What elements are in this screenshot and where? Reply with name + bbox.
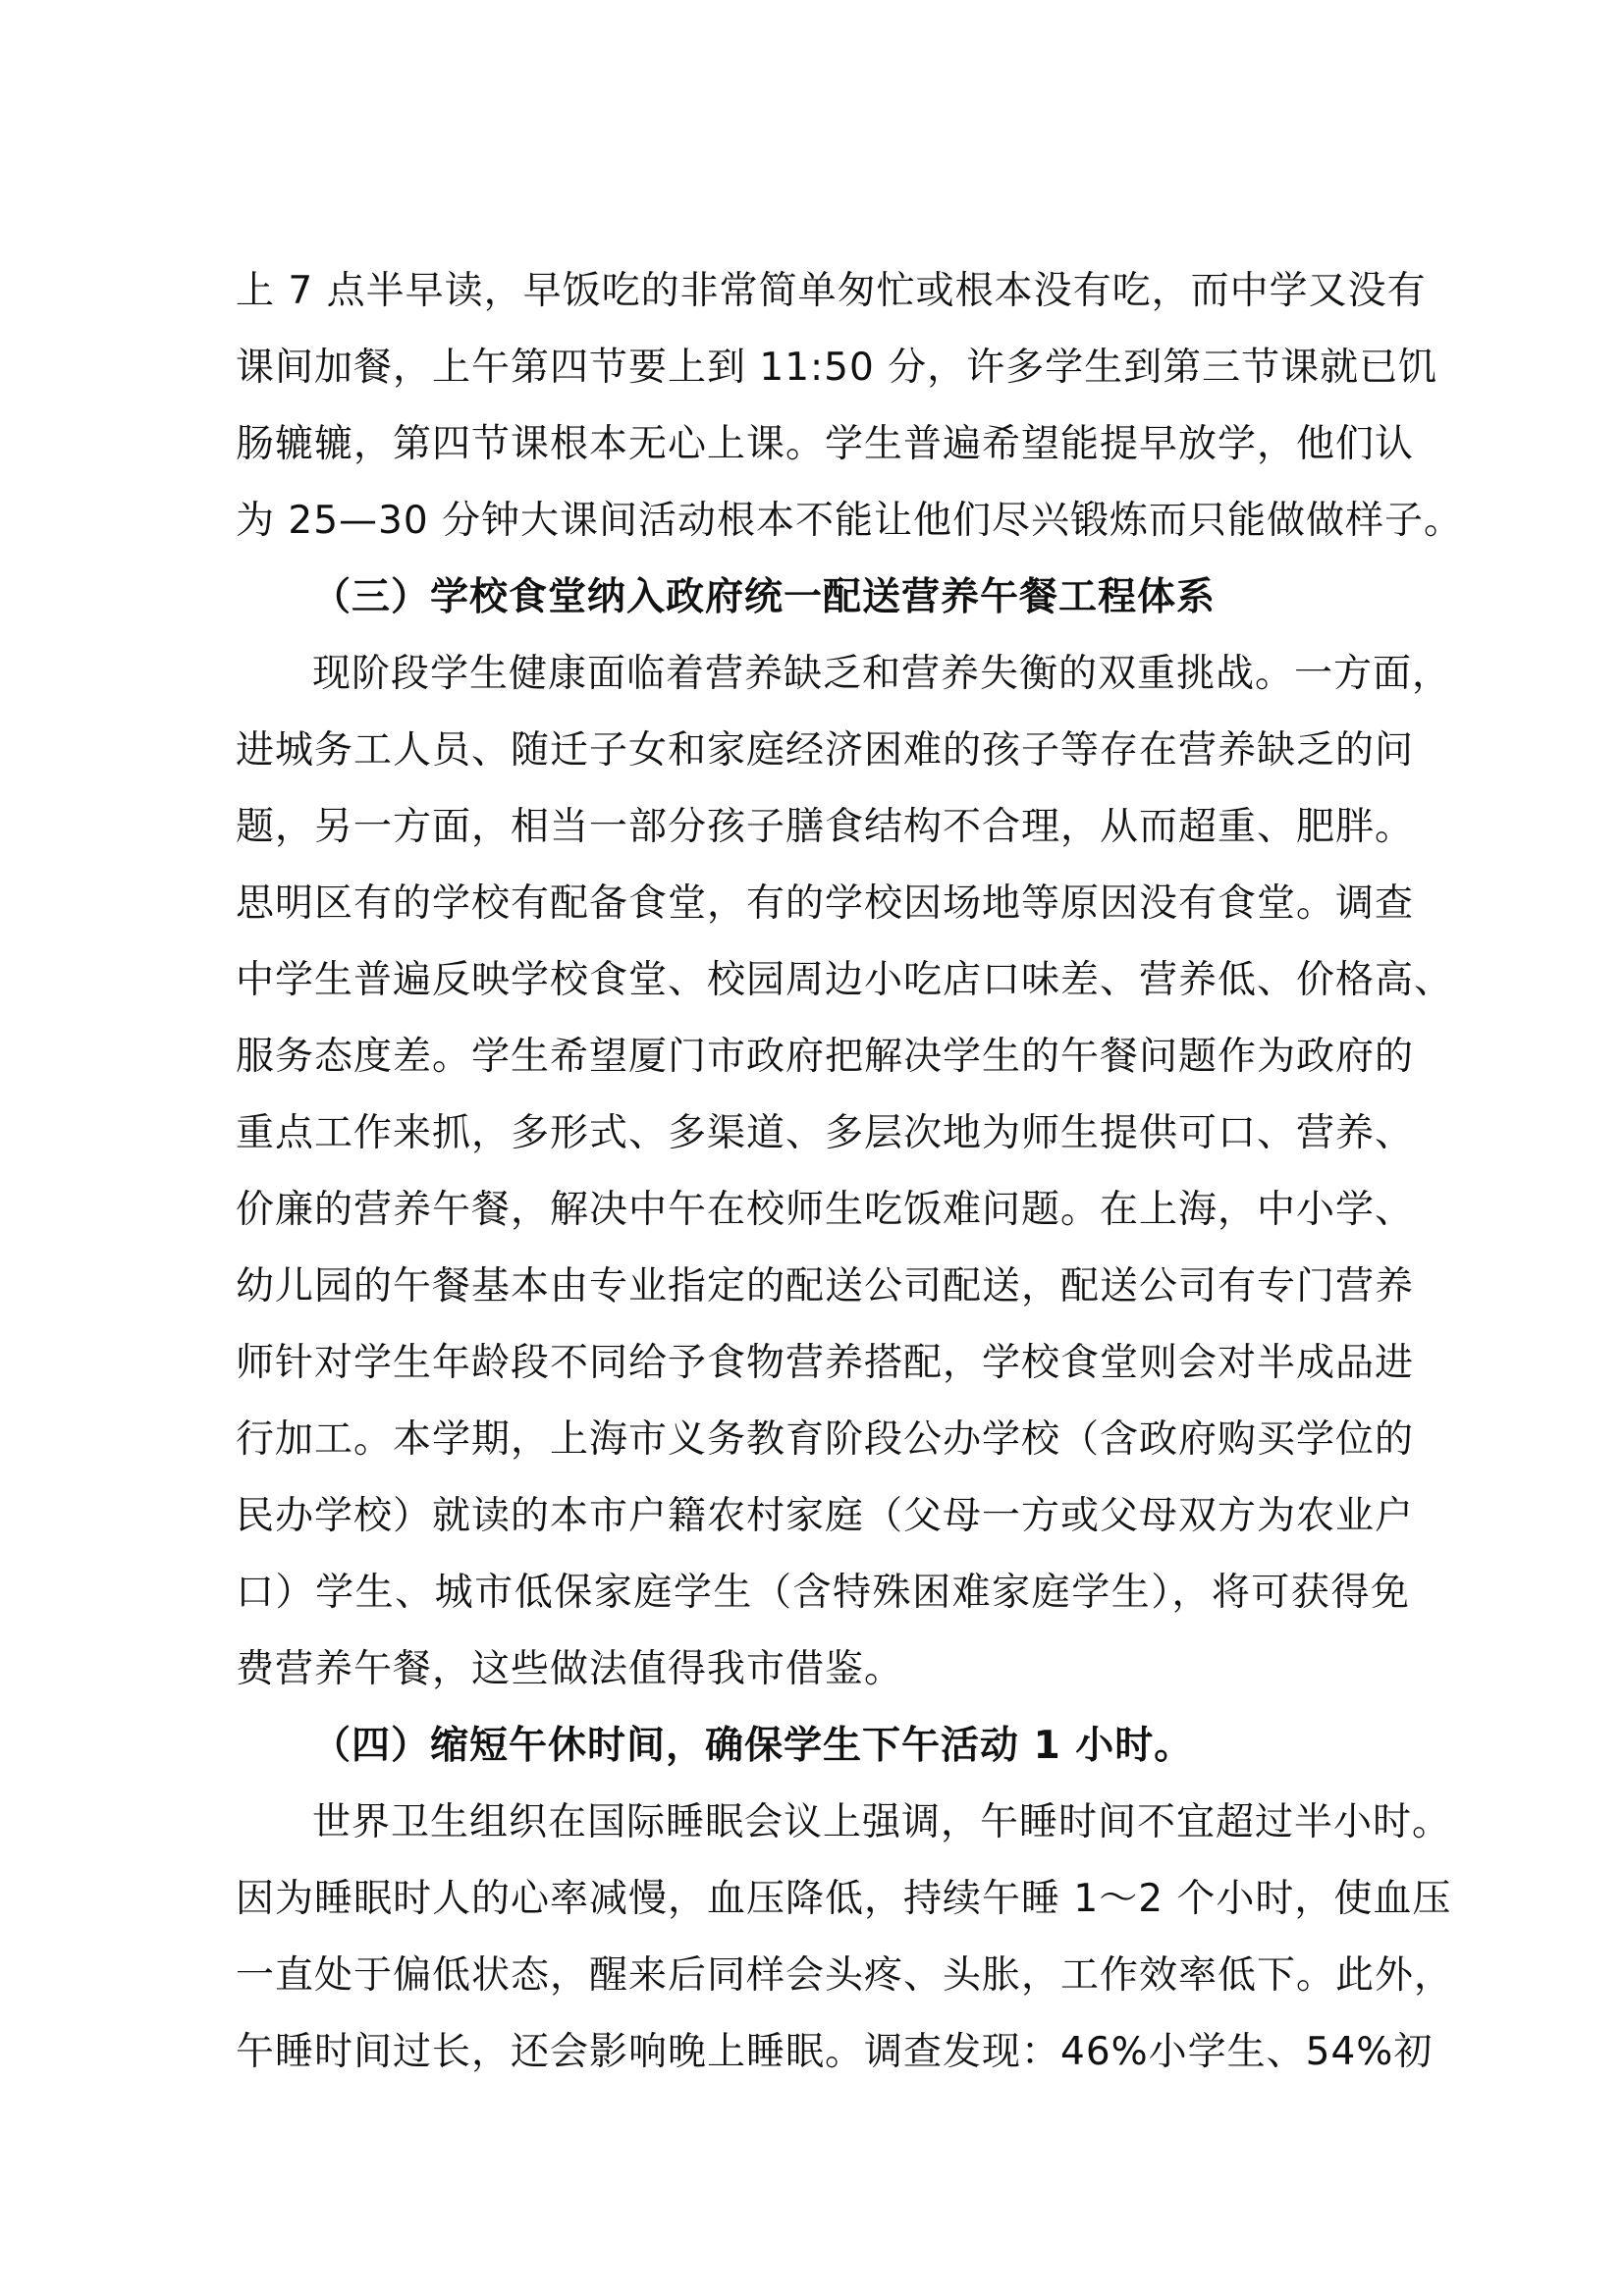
text-line: 世界卫生组织在国际睡眠会议上强调，午睡时间不宜超过半小时。 (312, 1800, 1452, 1844)
heading-line: （四）缩短午休时间，确保学生下午活动 1 小时。 (312, 1724, 1194, 1768)
text-line: 进城务工人员、随迁子女和家庭经济困难的孩子等存在营养缺乏的问 (236, 728, 1415, 773)
heading-line: （三）学校食堂纳入政府统一配送营养午餐工程体系 (312, 575, 1217, 619)
text-line: 一直处于偏低状态，醒来后同样会头疼、头胀，工作效率低下。此外， (236, 1953, 1454, 1998)
text-line: 思明区有的学校有配备食堂，有的学校因场地等原因没有食堂。调查 (236, 881, 1415, 926)
text-line: 课间加餐，上午第四节要上到 11:50 分，许多学生到第三节课就已饥 (236, 346, 1438, 390)
text-line: 肠辘辘，第四节课根本无心上课。学生普遍希望能提早放学，他们认 (236, 422, 1415, 466)
text-line: 价廉的营养午餐，解决中午在校师生吃饭难问题。在上海，中小学、 (236, 1188, 1415, 1232)
text-line: 午睡时间过长，还会影响晚上睡眠。调查发现：46%小学生、54%初 (236, 2030, 1434, 2074)
paragraph-nap-time (236, 1785, 1454, 2091)
text-line: 服务态度差。学生希望厦门市政府把解决学生的午餐问题作为政府的 (236, 1035, 1415, 1079)
document-page (236, 253, 1464, 2091)
section-heading-4 (236, 1708, 1410, 1785)
text-line: 为 25—30 分钟大课间活动根本不能让他们尽兴锻炼而只能做做样子。 (236, 499, 1464, 543)
paragraph-continuation (236, 253, 1464, 560)
text-line: 费营养午餐，这些做法值得我市借鉴。 (236, 1647, 904, 1691)
text-line: 现阶段学生健康面临着营养缺乏和营养失衡的双重挑战。一方面， (312, 652, 1452, 696)
text-line: 中学生普遍反映学校食堂、校园周边小吃店口味差、营养低、价格高、 (236, 958, 1454, 1002)
paragraph-nutrition (236, 636, 1454, 1708)
text-line: 题，另一方面，相当一部分孩子膳食结构不合理，从而超重、肥胖。 (236, 805, 1415, 849)
text-line: 口）学生、城市低保家庭学生（含特殊困难家庭学生），将可获得免 (236, 1571, 1410, 1615)
text-line: 因为睡眠时人的心率减慢，血压降低，持续午睡 1～2 个小时，使血压 (236, 1877, 1452, 1921)
section-heading-3 (236, 560, 1410, 636)
text-line: 行加工。本学期，上海市义务教育阶段公办学校（含政府购买学位的 (236, 1417, 1415, 1462)
text-line: 上 7 点半早读，早饭吃的非常简单匆忙或根本没有吃，而中学又没有 (236, 269, 1427, 313)
text-line: 幼儿园的午餐基本由专业指定的配送公司配送，配送公司有专门营养 (236, 1264, 1415, 1308)
text-line: 重点工作来抓，多形式、多渠道、多层次地为师生提供可口、营养、 (236, 1111, 1415, 1155)
text-line: 民办学校）就读的本市户籍农村家庭（父母一方或父母双方为农业户 (236, 1494, 1415, 1538)
text-line: 师针对学生年龄段不同给予食物营养搭配，学校食堂则会对半成品进 (236, 1341, 1415, 1385)
